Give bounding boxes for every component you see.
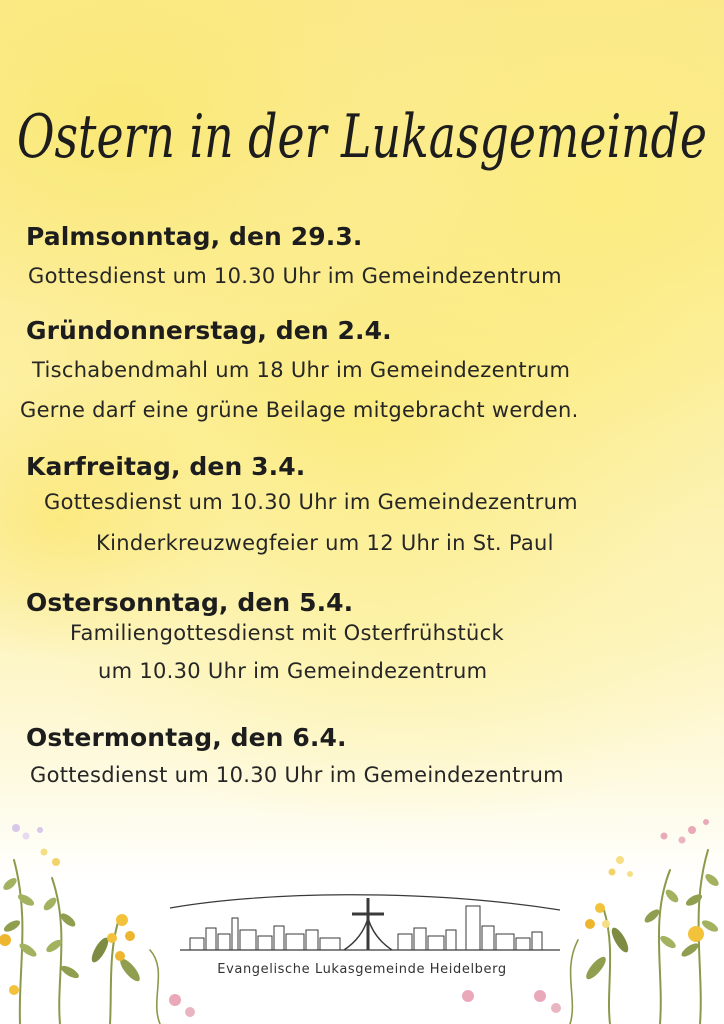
page-title (0, 52, 724, 202)
event-line: Gerne darf eine grüne Beilage mitgebracht werden. (20, 398, 579, 422)
left-flowers-icon (0, 824, 195, 1024)
event-line: um 10.30 Uhr im Gemeindezentrum (98, 659, 488, 683)
city-skyline-cross-icon (170, 895, 560, 950)
event-line: Familiengottesdienst mit Osterfrühstück (70, 621, 504, 645)
page-title-text: Ostern in der Lukasgemeinde (17, 102, 707, 172)
event-heading: Gründonnerstag, den 2.4. (26, 316, 392, 345)
event-heading: Ostersonntag, den 5.4. (26, 588, 354, 617)
logo-caption: Evangelische Lukasgemeinde Heidelberg (217, 962, 507, 977)
event-line: Tischabendmahl um 18 Uhr im Gemeindezentrum (32, 358, 571, 382)
right-flowers-icon (462, 819, 721, 1024)
event-heading: Karfreitag, den 3.4. (26, 452, 306, 481)
event-heading: Ostermontag, den 6.4. (26, 723, 347, 752)
event-heading: Palmsonntag, den 29.3. (26, 222, 363, 251)
event-line: Gottesdienst um 10.30 Uhr im Gemeindezentrum (44, 490, 578, 514)
event-line: Gottesdienst um 10.30 Uhr im Gemeindezentrum (28, 264, 562, 288)
spring-flowers-icon (0, 800, 724, 1024)
event-line: Gottesdienst um 10.30 Uhr im Gemeindezentrum (30, 763, 564, 787)
event-line: Kinderkreuzwegfeier um 12 Uhr in St. Paul (96, 531, 554, 555)
